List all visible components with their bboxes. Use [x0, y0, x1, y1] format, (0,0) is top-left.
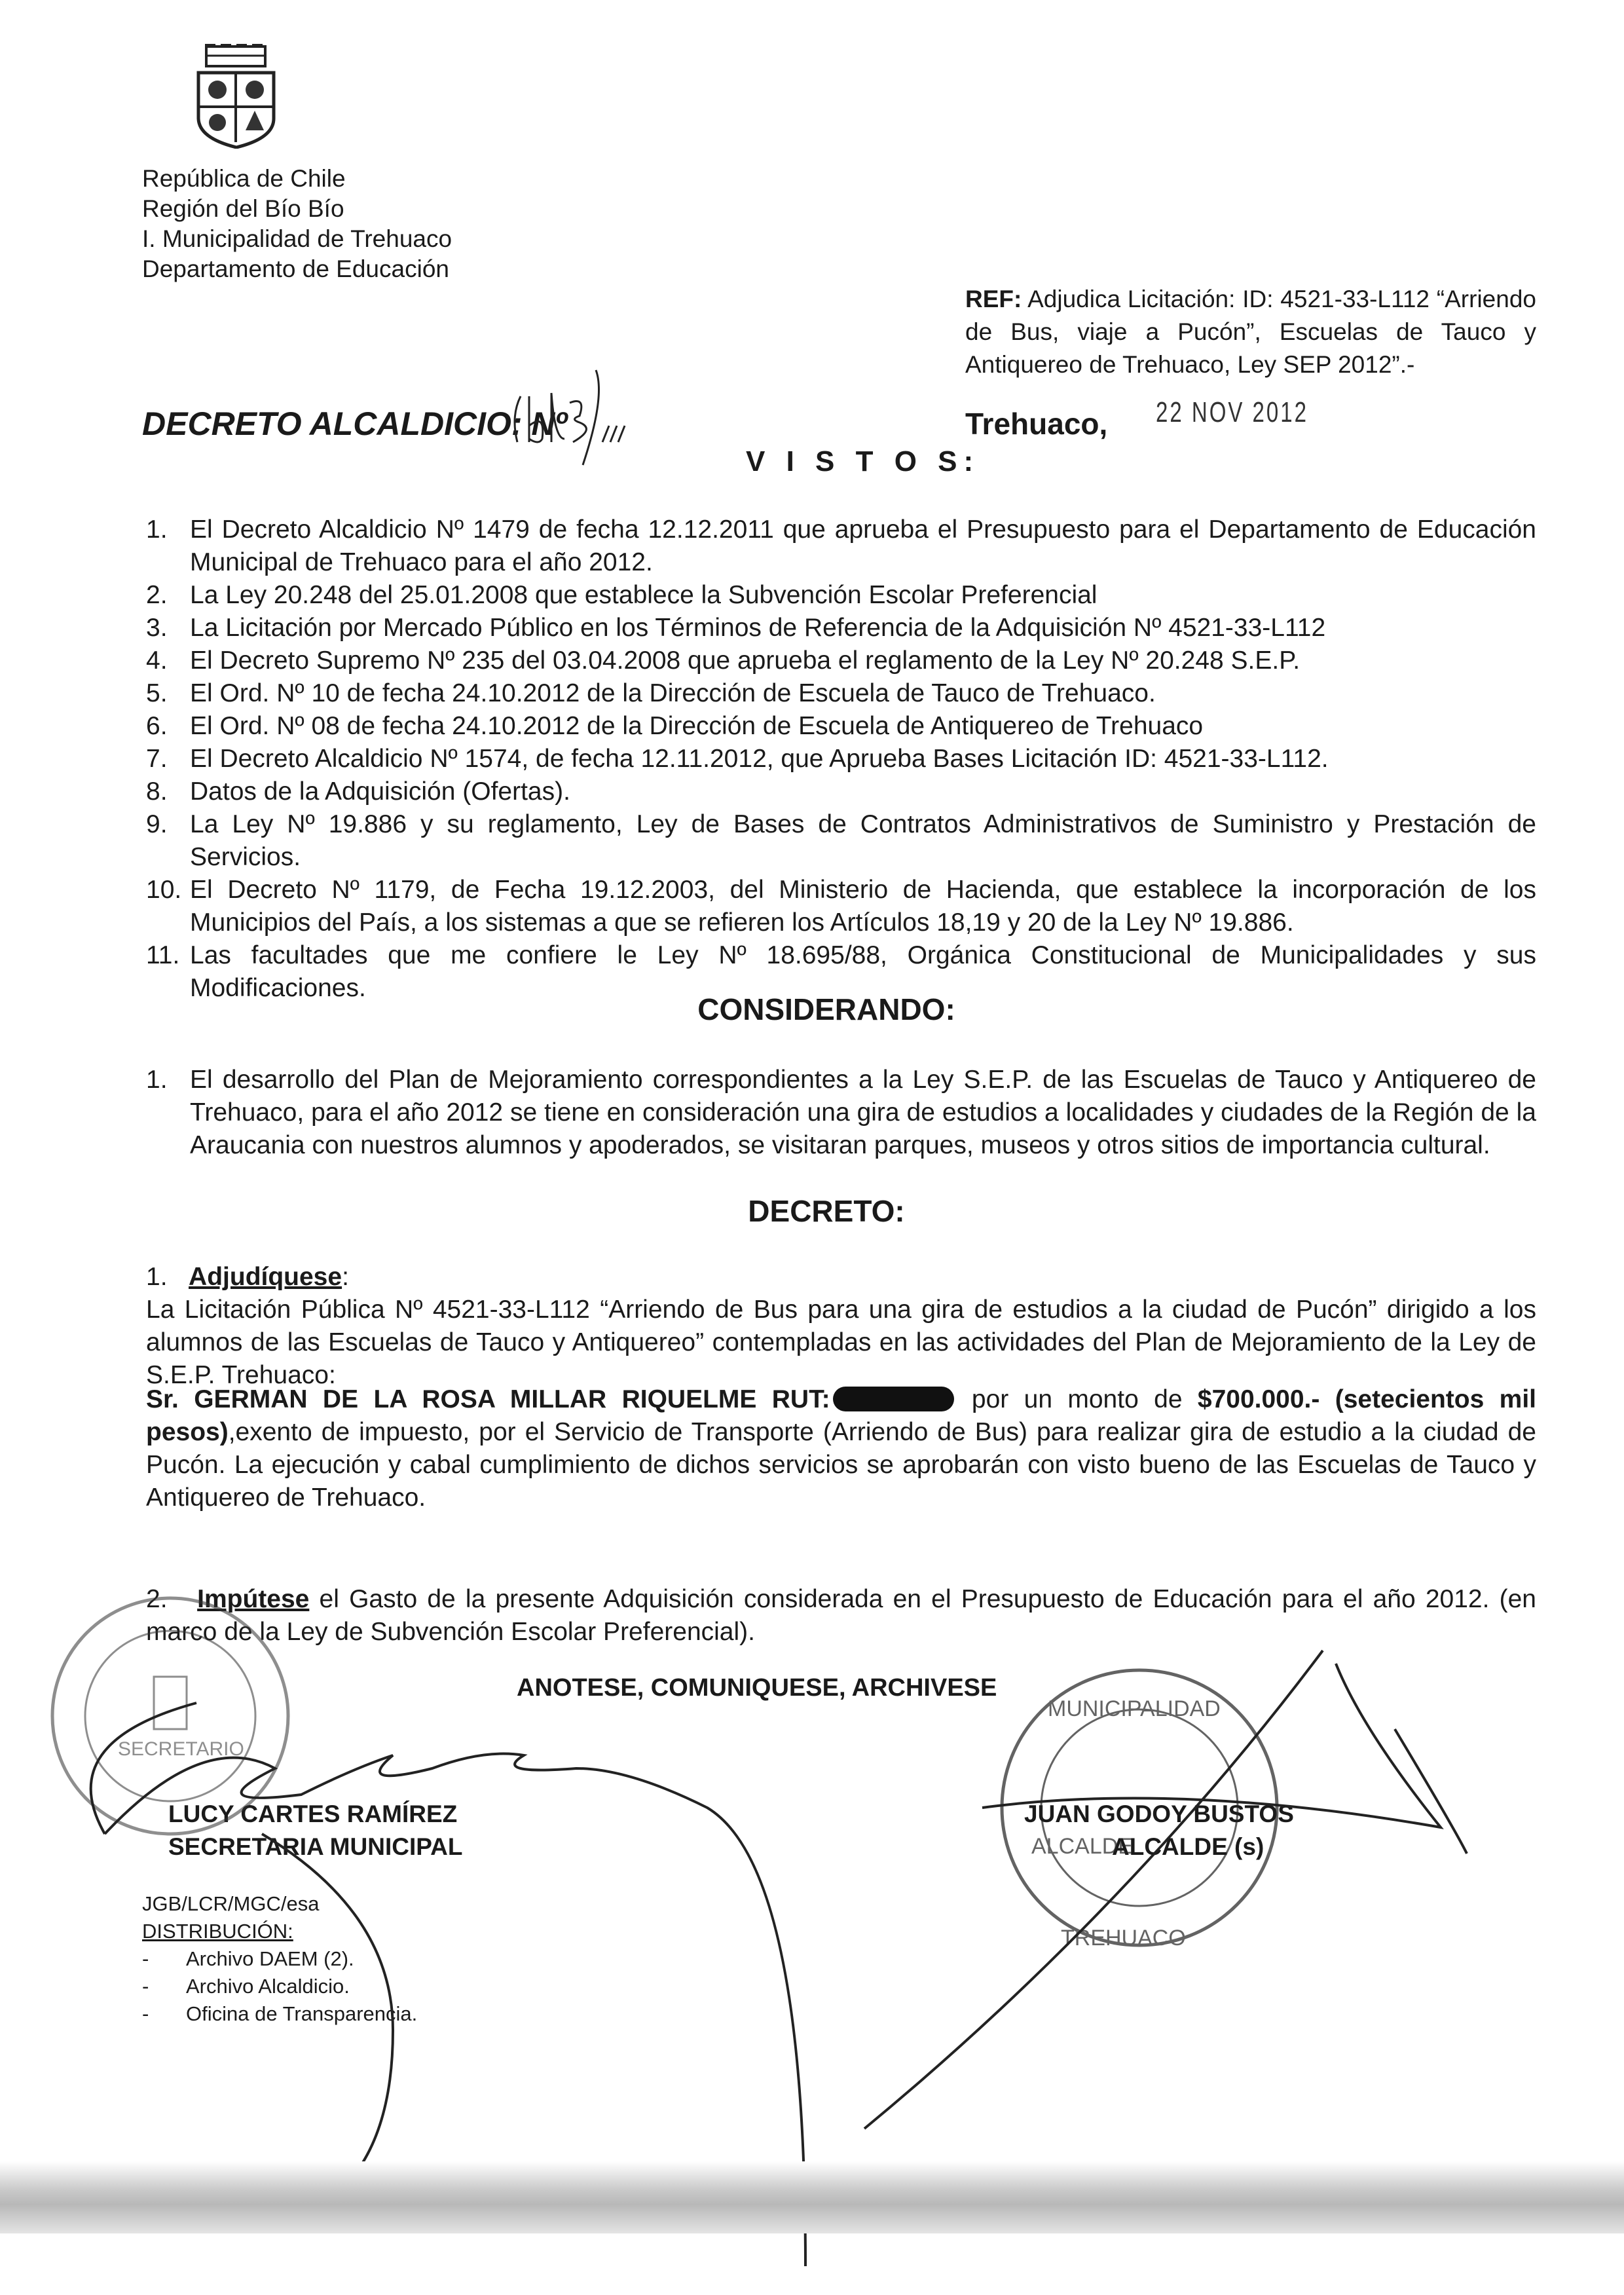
- reference-block: [965, 283, 1536, 381]
- header-line: Región del Bío Bío: [142, 195, 344, 222]
- item-number: 2.: [146, 581, 168, 609]
- item-label: Adjudíquese: [189, 1263, 342, 1291]
- item-colon: :: [342, 1263, 349, 1291]
- award-amount: $700.000.- (setecientos mil pesos): [146, 1385, 1537, 1446]
- svg-text:TREHUACO: TREHUACO: [1061, 1926, 1186, 1950]
- scan-bottom-edge: [0, 2161, 1624, 2233]
- right-signatory-title: ALCALDE (s): [1112, 1833, 1264, 1860]
- item-number: 5.: [146, 679, 168, 707]
- decree-title: DECRETO ALCALDICIO: Nº: [142, 405, 567, 442]
- signatory-title: SECRETARIA MUNICIPAL: [168, 1833, 463, 1860]
- left-signatory: [168, 1798, 462, 1863]
- item-text: El Decreto Alcaldicio Nº 1574, de fecha 12.11.2012, que Aprueba Bases Licitación ID: 4521-33-L112.: [190, 745, 1329, 773]
- item-text: El desarrollo del Plan de Mejoramiento correspondientes a la Ley S.E.P. de las Escuelas de Tauco y Antiquereo de Trehuaco, para el año 2012 se tiene en consideración una gira de estudios a localidades y ciudades de la Región de la Araucania con nuestros alumnos y apoderados, se visitaran parques, museos y otros sitios de importancia cultural.: [190, 1066, 1536, 1159]
- list-item: [146, 513, 1536, 579]
- considerando-heading: CONSIDERANDO:: [697, 992, 955, 1026]
- item-number: 9.: [146, 810, 168, 838]
- awardee-name: Sr. GERMAN DE LA ROSA MILLAR RIQUELME RUT:: [146, 1385, 830, 1413]
- list-item: [146, 1064, 1536, 1162]
- distribution-item: - Archivo DAEM (2).: [142, 1947, 354, 1970]
- distribution-footer: [142, 1890, 417, 2028]
- ref-label: REF:: [965, 286, 1022, 312]
- item-number: 1.: [146, 515, 168, 544]
- right-signatory-name: JUAN GODOY BUSTOS: [1024, 1801, 1294, 1827]
- item-text: La Ley 20.248 del 25.01.2008 que establece la Subvención Escolar Preferencial: [190, 581, 1098, 609]
- decreto-heading: DECRETO:: [748, 1194, 905, 1228]
- item-number: 2.: [146, 1585, 168, 1613]
- item-number: 1.: [146, 1263, 168, 1291]
- list-item: [146, 874, 1536, 939]
- list-item: [146, 808, 1536, 874]
- ref-text: Adjudica Licitación: ID: 4521-33-L112 “Arriendo de Bus, viaje a Pucón”, Escuelas de Tauco y Antiquereo de Trehuaco, Ley SEP 2012”.-: [965, 286, 1536, 378]
- decreto-item-2: [146, 1583, 1536, 1649]
- item-text: el Gasto de la presente Adquisición considerada en el Presupuesto de Educación para el año 2012. (en marco de la Ley de Subvención Escolar Preferencial).: [146, 1585, 1537, 1646]
- handwritten-decree-number: [498, 364, 733, 468]
- signatory-name: LUCY CARTES RAMÍREZ: [168, 1801, 458, 1827]
- municipal-crest-logo: [194, 44, 278, 149]
- svg-text:ALCALDE: ALCALDE: [1031, 1834, 1133, 1859]
- item-number: 3.: [146, 614, 168, 642]
- closing-formula: ANOTESE, COMUNIQUESE, ARCHIVESE: [517, 1674, 997, 1702]
- item-text: Las facultades que me confiere le Ley Nº 18.695/88, Orgánica Constitucional de Municipalidades y sus Modificaciones.: [190, 941, 1536, 1002]
- item-text: El Ord. Nº 08 de fecha 24.10.2012 de la Dirección de Escuela de Antiquereo de Trehuaco: [190, 712, 1204, 740]
- list-item: [146, 775, 1536, 808]
- item-number: 11.: [146, 941, 180, 969]
- item-text: La Ley Nº 19.886 y su reglamento, Ley de Bases de Contratos Administrativos de Suministro y Prestación de Servicios.: [190, 810, 1536, 871]
- header-line: I. Municipalidad de Trehuaco: [142, 225, 452, 252]
- item-text: El Ord. Nº 10 de fecha 24.10.2012 de la Dirección de Escuela de Tauco de Trehuaco.: [190, 679, 1156, 707]
- place-label: Trehuaco,: [965, 407, 1108, 441]
- item-text: La Licitación por Mercado Público en los Términos de Referencia de la Adquisición Nº 4521-33-L112: [190, 614, 1326, 642]
- award-mid: por un monto de: [956, 1385, 1198, 1413]
- header-line: Departamento de Educación: [142, 255, 449, 282]
- item-text: La Licitación Pública Nº 4521-33-L112 “Arriendo de Bus para una gira de estudios a la ciudad de Pucón” dirigido a los alumnos de las Escuelas de Tauco y Antiquereo” contempladas en las actividades del Plan de Mejoramiento de la Ley de S.E.P. Trehuaco:: [146, 1296, 1536, 1389]
- initials: JGB/LCR/MGC/esa: [142, 1892, 320, 1915]
- vistos-heading: V I S T O S:: [746, 445, 980, 477]
- date-stamp: 22 NOV 2012: [1156, 396, 1308, 428]
- svg-text:SECRETARIO: SECRETARIO: [118, 1738, 244, 1760]
- list-item: [146, 710, 1536, 743]
- item-number: 6.: [146, 712, 168, 740]
- item-number: 4.: [146, 646, 168, 675]
- vistos-list: [146, 513, 1536, 1005]
- list-item: [146, 677, 1536, 710]
- distribution-item: - Archivo Alcaldicio.: [142, 1975, 350, 1998]
- header-line: República de Chile: [142, 165, 346, 192]
- award-paragraph: [146, 1383, 1536, 1514]
- list-item: [146, 612, 1536, 644]
- redacted-rut: [833, 1387, 954, 1411]
- decreto-item-1: [146, 1261, 1536, 1392]
- svg-text:MUNICIPALIDAD: MUNICIPALIDAD: [1048, 1696, 1221, 1721]
- issuer-header: [142, 164, 452, 284]
- item-number: 7.: [146, 745, 168, 773]
- distribution-label: DISTRIBUCIÓN:: [142, 1920, 293, 1943]
- item-number: 8.: [146, 777, 168, 806]
- award-rest: ,exento de impuesto, por el Servicio de Transporte (Arriendo de Bus) para realizar gira de estudio a la ciudad de Pucón. La ejecución y cabal cumplimiento de dichos servicios se aprobarán con visto bueno de las Escuelas de Tauco y Antiquereo de Trehuaco.: [146, 1418, 1536, 1512]
- item-number: 1.: [146, 1066, 168, 1094]
- item-text: El Decreto Supremo Nº 235 del 03.04.2008 que aprueba el reglamento de la Ley Nº 20.248 S.E.P.: [190, 646, 1301, 675]
- item-text: El Decreto Nº 1179, de Fecha 19.12.2003, del Ministerio de Hacienda, que establece la incorporación de los Municipios del País, a los sistemas a que se refieren los Artículos 18,19 y 20 de la Ley Nº 19.886.: [190, 876, 1536, 937]
- item-number: 10.: [146, 876, 182, 904]
- item-text: Datos de la Adquisición (Ofertas).: [190, 777, 570, 806]
- list-item: [146, 644, 1536, 677]
- considerando-list: [146, 1064, 1536, 1162]
- item-text: El Decreto Alcaldicio Nº 1479 de fecha 12.12.2011 que aprueba el Presupuesto para el Departamento de Educación Municipal de Trehuaco para el año 2012.: [190, 515, 1536, 576]
- list-item: [146, 579, 1536, 612]
- mayor-signature: [864, 1651, 1467, 2129]
- item-label: Impútese: [197, 1585, 310, 1613]
- list-item: [146, 743, 1536, 775]
- distribution-item: - Oficina de Transparencia.: [142, 2002, 418, 2025]
